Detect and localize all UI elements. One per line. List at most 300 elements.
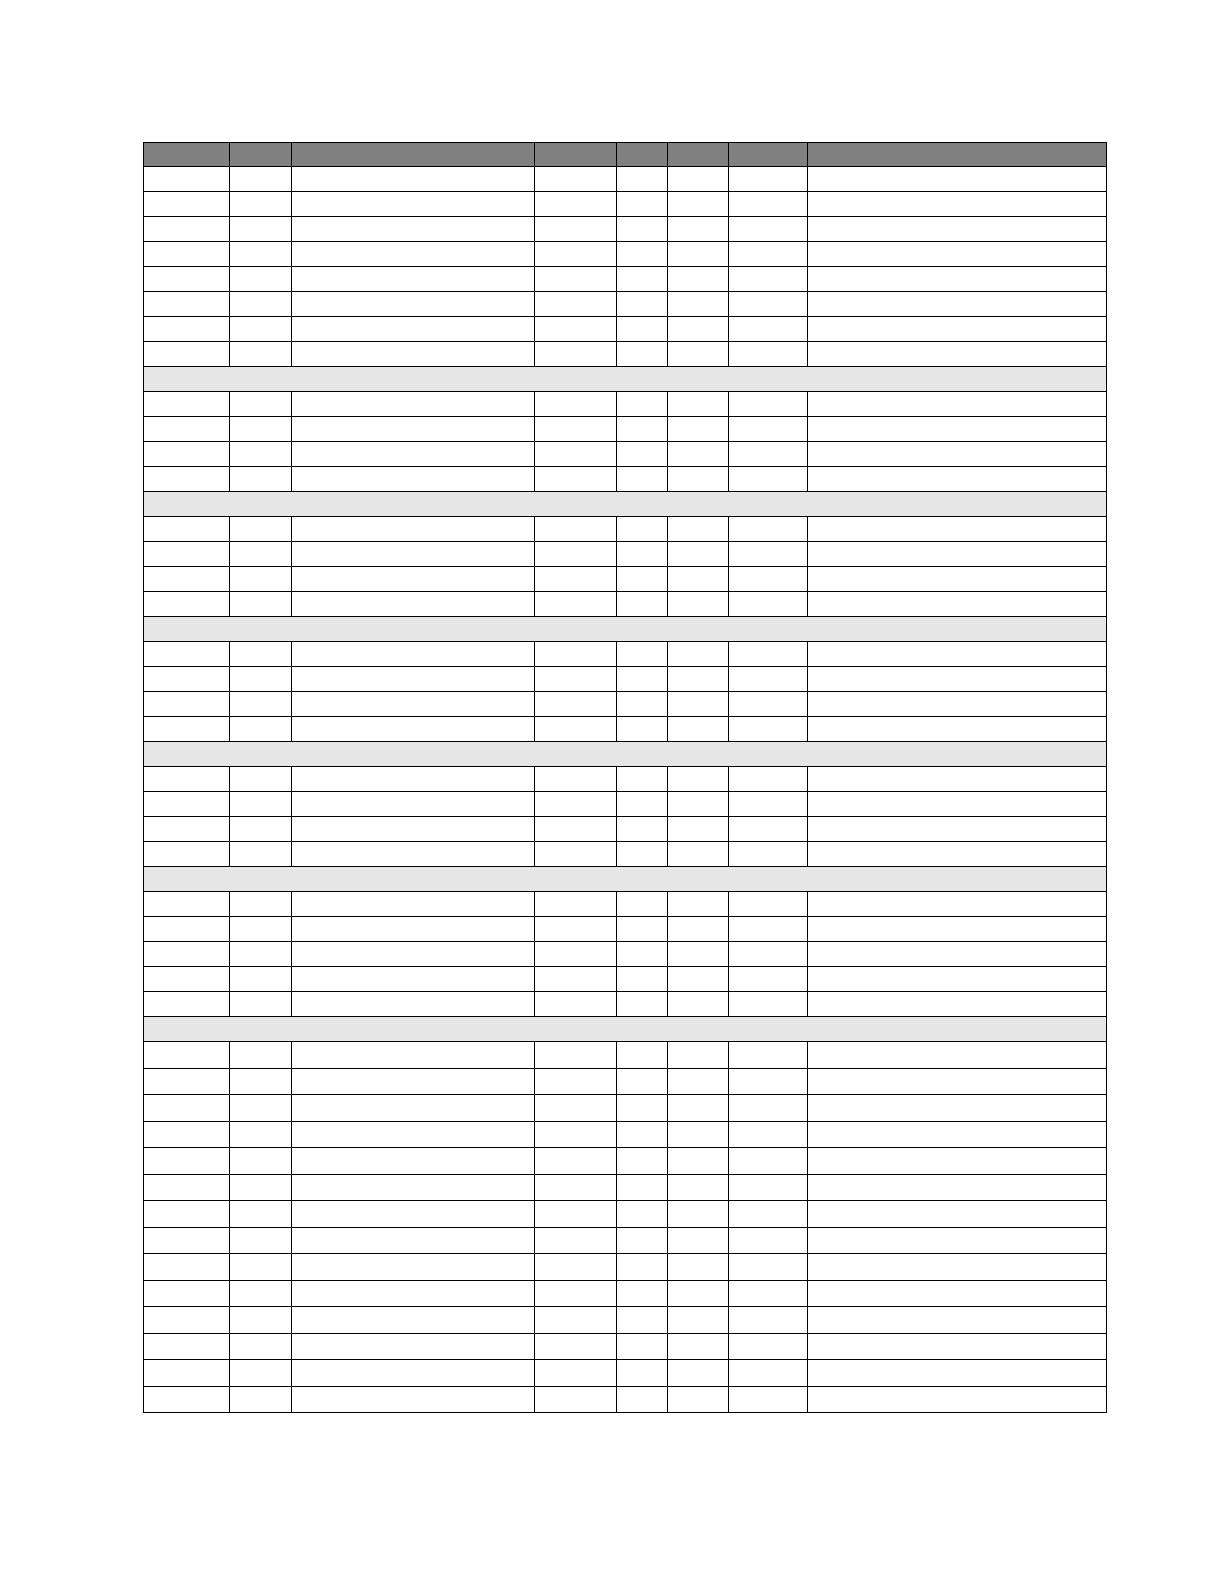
table-cell: [617, 642, 668, 667]
table-cell: [729, 1121, 808, 1148]
table-cell: [230, 1307, 292, 1334]
table-cell: [230, 567, 292, 592]
table-cell: [144, 792, 230, 817]
table-cell: [617, 592, 668, 617]
table-row: [144, 542, 1107, 567]
table-cell: [617, 842, 668, 867]
table-cell: [144, 517, 230, 542]
table-cell: [144, 1068, 230, 1095]
table-cell: [668, 242, 729, 267]
table-cell: [668, 1068, 729, 1095]
table-cell: [144, 267, 230, 292]
table-cell: [292, 192, 535, 217]
table-row: [144, 1121, 1107, 1148]
table-cell: [230, 642, 292, 667]
header-cell-4: [535, 143, 617, 167]
table-cell: [729, 1360, 808, 1387]
table-cell: [729, 817, 808, 842]
table-cell: [230, 1174, 292, 1201]
table-cell: [729, 1307, 808, 1334]
table-cell: [292, 992, 535, 1017]
table-row: [144, 267, 1107, 292]
table-cell: [535, 1201, 617, 1228]
table-row: [144, 1307, 1107, 1334]
table-cell: [729, 1201, 808, 1228]
table-cell: [144, 292, 230, 317]
table-cell: [535, 417, 617, 442]
table-cell: [808, 1095, 1107, 1122]
table-cell: [808, 817, 1107, 842]
table-cell: [292, 517, 535, 542]
table-cell: [808, 467, 1107, 492]
table-cell: [617, 892, 668, 917]
table-cell: [535, 342, 617, 367]
table-cell: [535, 1095, 617, 1122]
table-cell: [535, 1121, 617, 1148]
table-cell: [535, 1386, 617, 1413]
table-cell: [292, 567, 535, 592]
table-cell: [668, 517, 729, 542]
table-cell: [230, 1254, 292, 1281]
table-cell: [668, 167, 729, 192]
table-cell: [230, 1333, 292, 1360]
table-cell: [230, 1360, 292, 1387]
table-cell: [230, 967, 292, 992]
table-cell: [535, 317, 617, 342]
table-cell: [617, 692, 668, 717]
table-cell: [144, 1386, 230, 1413]
table-cell: [535, 1042, 617, 1069]
table-cell: [292, 817, 535, 842]
table-cell: [808, 567, 1107, 592]
table-cell: [535, 642, 617, 667]
table-cell: [668, 267, 729, 292]
table-cell: [668, 1333, 729, 1360]
table-cell: [729, 842, 808, 867]
table-cell: [729, 292, 808, 317]
table-header: [144, 143, 1107, 167]
table-cell: [144, 392, 230, 417]
table-cell: [729, 317, 808, 342]
table-cell: [668, 292, 729, 317]
table-cell: [668, 392, 729, 417]
table-cell: [729, 517, 808, 542]
table-row: [144, 992, 1107, 1017]
table-cell: [617, 167, 668, 192]
table-cell: [808, 342, 1107, 367]
table-cell: [535, 167, 617, 192]
table-cell: [535, 392, 617, 417]
section-label: [144, 367, 1107, 392]
table-row: [144, 1042, 1107, 1069]
form-table: [143, 142, 1107, 1413]
table-row: [144, 967, 1107, 992]
table-cell: [729, 542, 808, 567]
table-cell: [808, 1254, 1107, 1281]
table-cell: [729, 1068, 808, 1095]
table-cell: [617, 967, 668, 992]
table-cell: [230, 592, 292, 617]
table-cell: [668, 767, 729, 792]
table-cell: [808, 692, 1107, 717]
table-cell: [230, 842, 292, 867]
table-cell: [808, 1068, 1107, 1095]
table-cell: [617, 767, 668, 792]
table-cell: [292, 1254, 535, 1281]
table-row: [144, 1227, 1107, 1254]
table-cell: [144, 692, 230, 717]
table-cell: [617, 667, 668, 692]
table-cell: [808, 242, 1107, 267]
table-cell: [808, 167, 1107, 192]
table-cell: [292, 1386, 535, 1413]
table-cell: [144, 1121, 230, 1148]
header-cell-2: [230, 143, 292, 167]
table-cell: [292, 417, 535, 442]
table-cell: [668, 1254, 729, 1281]
table-cell: [230, 1201, 292, 1228]
table-row: [144, 592, 1107, 617]
table-cell: [292, 292, 535, 317]
table-cell: [729, 442, 808, 467]
table-cell: [230, 717, 292, 742]
table-cell: [144, 1307, 230, 1334]
table-cell: [808, 1227, 1107, 1254]
table-cell: [230, 192, 292, 217]
table-cell: [617, 1121, 668, 1148]
table-cell: [230, 242, 292, 267]
table-cell: [230, 1042, 292, 1069]
table-cell: [668, 417, 729, 442]
table-cell: [729, 342, 808, 367]
table-row: [144, 917, 1107, 942]
table-cell: [535, 917, 617, 942]
table-cell: [535, 467, 617, 492]
table-cell: [617, 1280, 668, 1307]
table-cell: [668, 692, 729, 717]
table-cell: [535, 567, 617, 592]
table-cell: [617, 1333, 668, 1360]
table-cell: [617, 292, 668, 317]
table-cell: [729, 417, 808, 442]
table-cell: [535, 992, 617, 1017]
table-cell: [144, 442, 230, 467]
table-cell: [668, 642, 729, 667]
table-cell: [617, 217, 668, 242]
table-row: [144, 642, 1107, 667]
table-cell: [808, 542, 1107, 567]
table-cell: [292, 1360, 535, 1387]
table-cell: [292, 842, 535, 867]
table-cell: [292, 767, 535, 792]
table-row: [144, 217, 1107, 242]
table-cell: [535, 692, 617, 717]
table-cell: [144, 942, 230, 967]
table-cell: [292, 1174, 535, 1201]
table-cell: [144, 242, 230, 267]
table-cell: [729, 217, 808, 242]
table-cell: [729, 567, 808, 592]
table-cell: [230, 667, 292, 692]
table-cell: [144, 317, 230, 342]
table-cell: [230, 542, 292, 567]
table-row: [144, 292, 1107, 317]
table-cell: [535, 517, 617, 542]
table-cell: [808, 392, 1107, 417]
table-cell: [292, 1280, 535, 1307]
table-row: [144, 1386, 1107, 1413]
table-cell: [668, 1148, 729, 1175]
table-cell: [617, 1360, 668, 1387]
table-row: [144, 692, 1107, 717]
table-cell: [535, 1254, 617, 1281]
table-cell: [617, 717, 668, 742]
table-cell: [808, 1042, 1107, 1069]
table-cell: [729, 892, 808, 917]
table-cell: [535, 1068, 617, 1095]
table-cell: [729, 192, 808, 217]
table-cell: [144, 667, 230, 692]
table-cell: [617, 942, 668, 967]
table-cell: [230, 1386, 292, 1413]
table-cell: [808, 1148, 1107, 1175]
table-row: [144, 567, 1107, 592]
table-cell: [729, 767, 808, 792]
table-cell: [144, 992, 230, 1017]
table-cell: [144, 467, 230, 492]
section-row: [144, 742, 1107, 767]
table-cell: [729, 1042, 808, 1069]
table-row: [144, 817, 1107, 842]
table-cell: [668, 467, 729, 492]
section-row: [144, 492, 1107, 517]
table-cell: [144, 167, 230, 192]
table-cell: [144, 342, 230, 367]
table-cell: [668, 792, 729, 817]
table-cell: [230, 1068, 292, 1095]
table-cell: [617, 417, 668, 442]
table-row: [144, 1333, 1107, 1360]
table-cell: [535, 217, 617, 242]
table-cell: [292, 942, 535, 967]
section-row: [144, 617, 1107, 642]
table-cell: [535, 1280, 617, 1307]
table-cell: [230, 517, 292, 542]
table-cell: [729, 1174, 808, 1201]
table-cell: [292, 692, 535, 717]
table-cell: [729, 1386, 808, 1413]
table-cell: [292, 717, 535, 742]
table-cell: [617, 517, 668, 542]
table-cell: [668, 1227, 729, 1254]
section-label: [144, 1017, 1107, 1042]
table-row: [144, 517, 1107, 542]
table-cell: [617, 1227, 668, 1254]
table-cell: [230, 467, 292, 492]
table-cell: [808, 792, 1107, 817]
table-cell: [617, 817, 668, 842]
table-cell: [144, 192, 230, 217]
table-cell: [729, 967, 808, 992]
section-label: [144, 617, 1107, 642]
table-row: [144, 1360, 1107, 1387]
table-row: [144, 717, 1107, 742]
table-cell: [729, 667, 808, 692]
table-cell: [617, 392, 668, 417]
table-cell: [729, 642, 808, 667]
table-cell: [230, 442, 292, 467]
table-cell: [535, 1333, 617, 1360]
table-cell: [292, 392, 535, 417]
table-cell: [144, 817, 230, 842]
table-row: [144, 1254, 1107, 1281]
table-cell: [668, 967, 729, 992]
table-cell: [729, 1254, 808, 1281]
table-cell: [808, 667, 1107, 692]
table-cell: [144, 767, 230, 792]
table-cell: [144, 1280, 230, 1307]
table-cell: [144, 717, 230, 742]
table-cell: [292, 1121, 535, 1148]
table-cell: [292, 667, 535, 692]
table-cell: [535, 1307, 617, 1334]
table-cell: [292, 317, 535, 342]
table-cell: [144, 1360, 230, 1387]
table-cell: [535, 1174, 617, 1201]
table-cell: [144, 892, 230, 917]
table-row: [144, 167, 1107, 192]
table-cell: [729, 1280, 808, 1307]
table-cell: [230, 342, 292, 367]
table-cell: [230, 792, 292, 817]
table-cell: [668, 717, 729, 742]
table-cell: [144, 1042, 230, 1069]
table-cell: [808, 642, 1107, 667]
table-cell: [668, 217, 729, 242]
table-cell: [617, 1148, 668, 1175]
table-cell: [230, 1095, 292, 1122]
table-cell: [729, 467, 808, 492]
table-row: [144, 1095, 1107, 1122]
table-row: [144, 1068, 1107, 1095]
table-cell: [668, 842, 729, 867]
table-cell: [535, 267, 617, 292]
table-cell: [617, 1095, 668, 1122]
table-cell: [535, 967, 617, 992]
table-cell: [230, 417, 292, 442]
table-cell: [535, 1360, 617, 1387]
table-cell: [668, 592, 729, 617]
table-cell: [729, 392, 808, 417]
table-cell: [617, 1254, 668, 1281]
table-cell: [535, 442, 617, 467]
table-cell: [144, 592, 230, 617]
table-cell: [729, 792, 808, 817]
table-cell: [144, 1148, 230, 1175]
table-cell: [292, 642, 535, 667]
table-cell: [617, 467, 668, 492]
table-cell: [292, 892, 535, 917]
table-cell: [292, 1068, 535, 1095]
table-cell: [808, 717, 1107, 742]
table-cell: [808, 267, 1107, 292]
table-cell: [808, 917, 1107, 942]
table-cell: [230, 992, 292, 1017]
table-cell: [668, 1042, 729, 1069]
table-row: [144, 1201, 1107, 1228]
table-cell: [292, 242, 535, 267]
table-cell: [808, 317, 1107, 342]
table-cell: [144, 642, 230, 667]
header-cell-1: [144, 143, 230, 167]
table-cell: [292, 1042, 535, 1069]
table-cell: [144, 217, 230, 242]
table-cell: [808, 1201, 1107, 1228]
table-cell: [808, 192, 1107, 217]
table-cell: [729, 1227, 808, 1254]
table-cell: [808, 967, 1107, 992]
table-cell: [808, 517, 1107, 542]
table-cell: [668, 1095, 729, 1122]
table-cell: [535, 192, 617, 217]
table-row: [144, 792, 1107, 817]
table-cell: [808, 1174, 1107, 1201]
table-row: [144, 942, 1107, 967]
table-cell: [144, 1227, 230, 1254]
table-row: [144, 317, 1107, 342]
table-row: [144, 342, 1107, 367]
table-cell: [668, 542, 729, 567]
table-cell: [808, 992, 1107, 1017]
table-cell: [230, 892, 292, 917]
table-cell: [808, 292, 1107, 317]
table-cell: [668, 917, 729, 942]
table-cell: [535, 792, 617, 817]
table-cell: [617, 1201, 668, 1228]
table-row: [144, 767, 1107, 792]
table-cell: [617, 242, 668, 267]
table-cell: [230, 317, 292, 342]
table-cell: [808, 592, 1107, 617]
table-cell: [292, 1307, 535, 1334]
table-cell: [808, 842, 1107, 867]
table-cell: [144, 967, 230, 992]
table-cell: [617, 542, 668, 567]
section-row: [144, 367, 1107, 392]
table-cell: [292, 1333, 535, 1360]
table-cell: [535, 1227, 617, 1254]
table-cell: [729, 992, 808, 1017]
header-cell-3: [292, 143, 535, 167]
table-cell: [230, 917, 292, 942]
table-row: [144, 1280, 1107, 1307]
table-cell: [808, 442, 1107, 467]
table-cell: [808, 892, 1107, 917]
table-cell: [230, 817, 292, 842]
table-cell: [292, 792, 535, 817]
table-cell: [535, 542, 617, 567]
table-cell: [668, 992, 729, 1017]
table-row: [144, 1148, 1107, 1175]
table-cell: [292, 267, 535, 292]
table-cell: [144, 542, 230, 567]
table-cell: [808, 942, 1107, 967]
header-cell-6: [668, 143, 729, 167]
table-cell: [292, 442, 535, 467]
table-cell: [668, 942, 729, 967]
table-cell: [668, 567, 729, 592]
table-cell: [729, 267, 808, 292]
